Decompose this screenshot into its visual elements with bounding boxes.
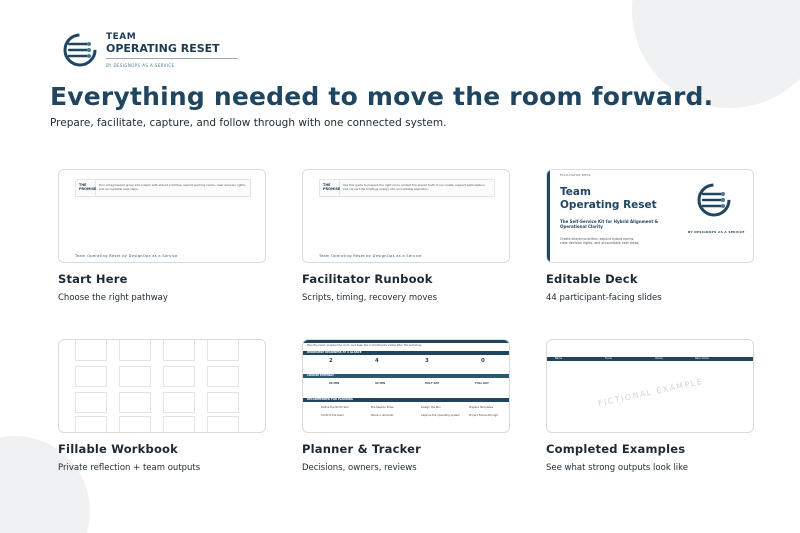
tracker-cell: Define the North Star (321, 406, 349, 409)
card-start-here[interactable] (58, 169, 278, 303)
workbook-cell (163, 392, 195, 413)
brand-line2: OPERATING RESET (106, 42, 238, 59)
workbook-cell (75, 392, 107, 413)
promise-text: Use this guide to prepare the right room, protect the shared truth it can create, support participation, and convert the briefings energy into accountable execution. (343, 183, 486, 191)
tracker-section2: CHOOSE PATHWAY (307, 374, 334, 377)
workbook-cell (163, 340, 195, 361)
tracker-sheet (303, 340, 509, 432)
tracker-cell: Pre-Session Pulse (371, 406, 394, 409)
tracker-stat: 2 (329, 358, 333, 364)
tracker-section1: WORKSHOP READINESS AT A GLANCE (307, 351, 362, 354)
brand-byline: BY DESIGNOPS AS A SERVICE (106, 63, 175, 68)
examples-head: Owner (655, 357, 663, 360)
tracker-stat: 4 (375, 358, 379, 364)
tracker-cell: Design the Run (421, 406, 441, 409)
promise-box (319, 179, 495, 197)
card-title[interactable]: Planner & Tracker (302, 442, 422, 456)
card-description: Choose the right pathway (58, 293, 168, 303)
workbook-cell (163, 366, 195, 387)
workbook-cell (75, 340, 107, 361)
deck-cover-slide (547, 170, 753, 262)
workbook-cell (207, 340, 239, 361)
tracker-col: HALF DAY (425, 382, 440, 385)
deck-subtitle: The Self-Service Kit for Hybrid Alignment & Operational Clarity (560, 219, 659, 229)
card-description: See what strong outputs look like (546, 463, 689, 473)
examples-head: Focus (605, 357, 612, 360)
promise-label: THE PROMISE (76, 180, 96, 196)
brand-line1: TEAM (106, 32, 137, 42)
fictional-example-watermark: FICTIONAL EXAMPLE (597, 376, 705, 409)
card-description: 44 participant-facing slides (546, 293, 662, 303)
tracker-top-bar (303, 340, 509, 343)
card-facilitator-runbook[interactable] (302, 169, 522, 303)
tracker-section3: RECOMMENDED FOR PLANNING (307, 398, 354, 401)
tracker-cell: Project Follow-through (469, 414, 498, 417)
deck-title (560, 186, 657, 212)
deck-title-line2: Operating Reset (560, 199, 657, 211)
tracker-stat: 0 (481, 358, 485, 364)
runbook-thumbnail[interactable] (302, 169, 510, 263)
tracker-col: 60 MIN (329, 382, 340, 385)
examples-head: Name (555, 357, 563, 360)
reset-logo-icon (694, 180, 734, 220)
examples-header-bar (547, 357, 753, 361)
card-title[interactable]: Completed Examples (546, 442, 686, 456)
workbook-cell (75, 416, 107, 433)
card-title[interactable]: Start Here (58, 272, 128, 286)
examples-head: Next Action (695, 357, 709, 360)
card-description: Decisions, owners, reviews (302, 463, 417, 473)
tracker-stat: 3 (425, 358, 429, 364)
workbook-cell (207, 392, 239, 413)
workbook-cell (119, 392, 151, 413)
card-title[interactable]: Facilitator Runbook (302, 272, 433, 286)
workbook-grid (75, 340, 259, 432)
workbook-cell (207, 416, 239, 433)
card-completed-examples[interactable] (546, 339, 766, 473)
deck-kicker: FACILITATOR DECK (560, 173, 591, 177)
workbook-cell (75, 366, 107, 387)
workbook-cell (119, 366, 151, 387)
tracker-intro: Plan the reset, prepare the room, and keep the commitments visible after the workshop. (307, 344, 423, 347)
deck-thumbnail[interactable] (546, 169, 754, 263)
page-headline: Everything needed to move the room forward. (50, 82, 714, 111)
card-description: Scripts, timing, recovery moves (302, 293, 438, 303)
tracker-cell: Capture the operating system (421, 414, 460, 417)
examples-thumbnail[interactable] (546, 339, 754, 433)
promise-box (75, 179, 251, 197)
thumb-footer: Team Operating Reset by DesignOps as a Service (75, 254, 178, 258)
workbook-cell (207, 366, 239, 387)
card-title[interactable]: Fillable Workbook (58, 442, 178, 456)
thumb-footer: Team Operating Reset by DesignOps as a Service (319, 254, 422, 258)
tracker-col: FULL DAY (475, 382, 489, 385)
tracker-thumbnail[interactable] (302, 339, 510, 433)
card-editable-deck[interactable] (546, 169, 766, 303)
reset-logo-icon (60, 30, 100, 70)
workbook-cell (119, 340, 151, 361)
workbook-cell (163, 416, 195, 433)
card-fillable-workbook[interactable] (58, 339, 278, 473)
promise-label: THE PROMISE (320, 180, 340, 196)
tracker-col: 90 MIN (375, 382, 386, 385)
start-here-thumbnail[interactable] (58, 169, 266, 263)
workbook-thumbnail[interactable] (58, 339, 266, 433)
page-subhead: Prepare, facilitate, capture, and follow through with one connected system. (50, 117, 447, 129)
card-planner-tracker[interactable] (302, 339, 522, 473)
deck-body: Create shared priorities, explicit hybrid norms, clear decision rights, and accountable next steps. (560, 237, 640, 245)
brand-logo[interactable] (60, 30, 238, 70)
deck-title-line1: Team (560, 186, 591, 198)
card-title[interactable]: Editable Deck (546, 272, 638, 286)
deck-brand: BY DESIGNOPS AS A SERVICE (688, 230, 745, 234)
card-description: Private reflection + team outputs (58, 463, 201, 473)
promise-text: Turn a fragmented group into a team with shared priorities, explicit working norms, clear decision rights, and accountable next steps. (99, 183, 246, 191)
tracker-cell: Share a reminder (371, 414, 394, 417)
workbook-cell (119, 416, 151, 433)
tracker-cell: Prepare Templates (469, 406, 493, 409)
tracker-cell: Confirm the team (321, 414, 344, 417)
